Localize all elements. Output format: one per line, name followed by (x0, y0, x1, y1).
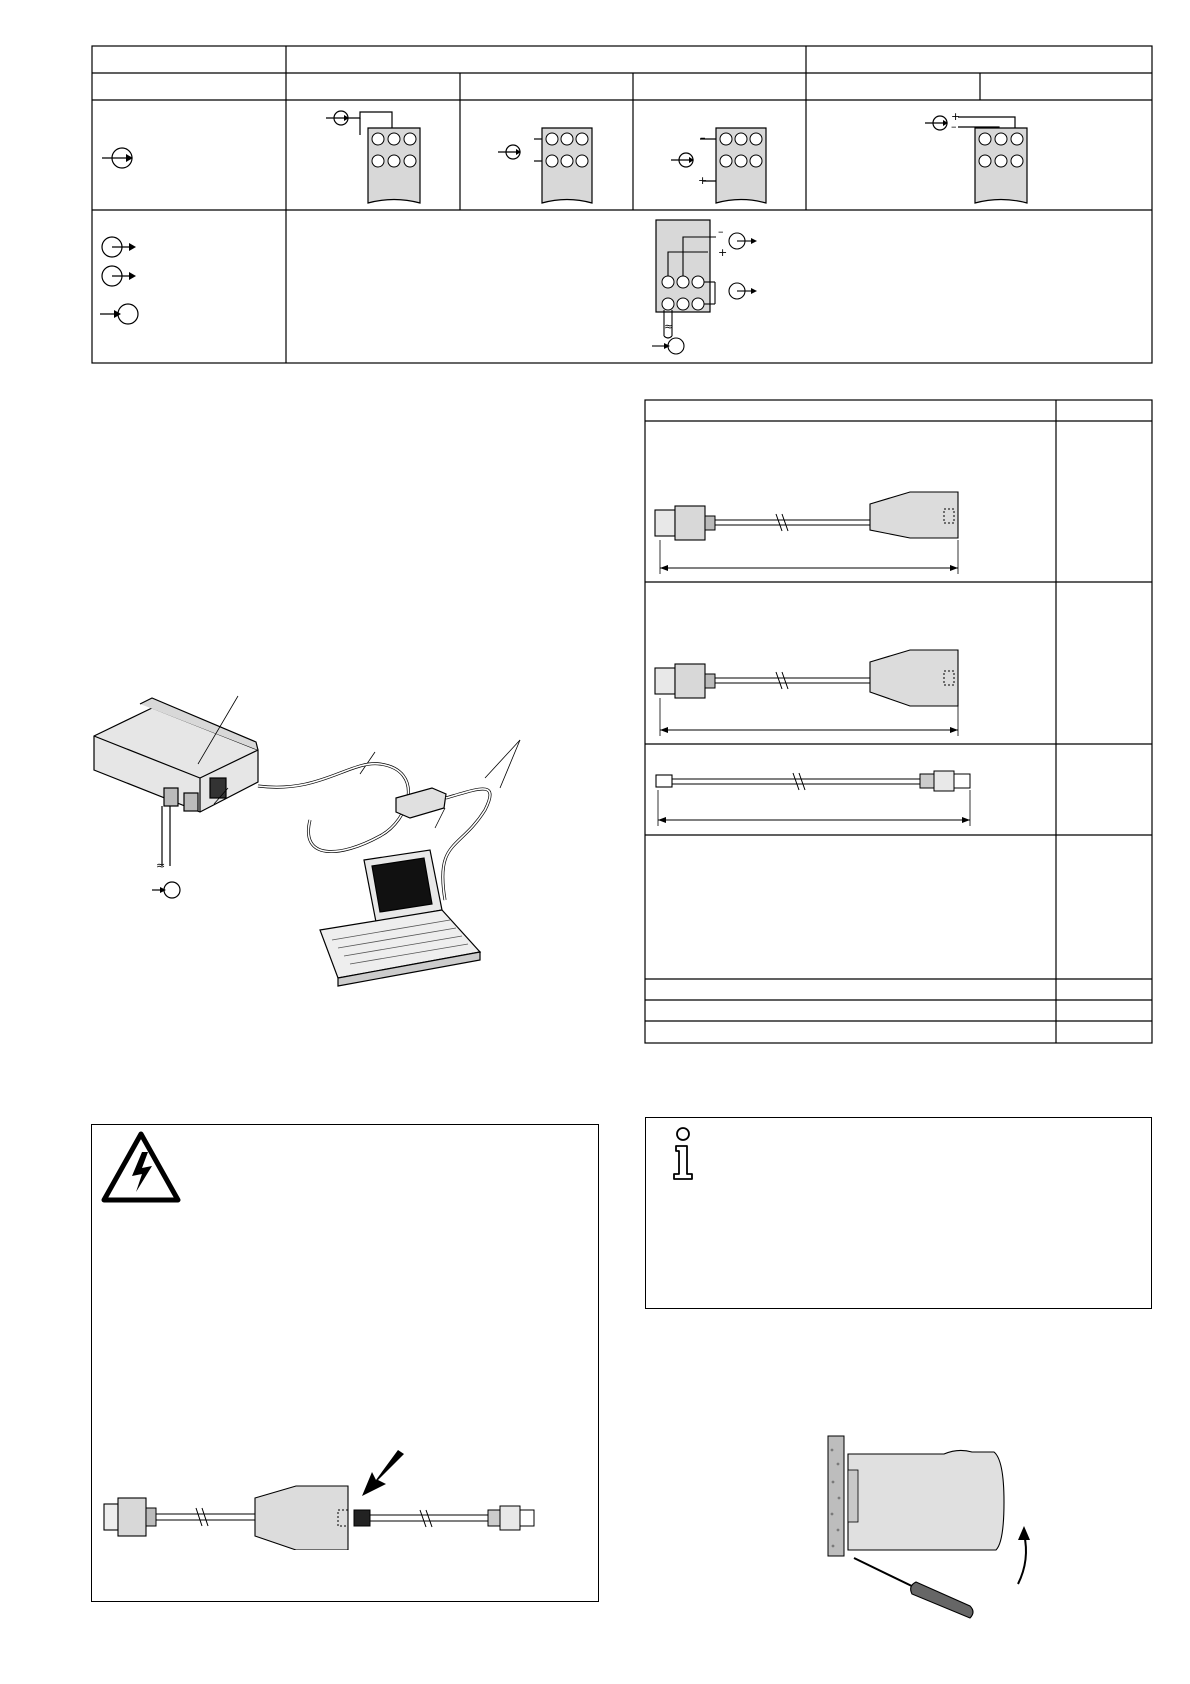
terminal-block-2 (498, 128, 592, 203)
high-voltage-warning-icon (100, 1130, 182, 1204)
wiring-table (0, 0, 1190, 370)
laptop (320, 850, 480, 986)
screwdriver-icon (854, 1558, 973, 1618)
approx-sign: ≈ (156, 859, 166, 872)
terminal-block-1 (326, 111, 420, 203)
cable-rs232-adapter-2 (655, 650, 958, 736)
info-box (645, 1117, 1152, 1309)
minus-sign: – (700, 131, 706, 144)
usb-adapter-figure (100, 1470, 560, 1550)
plus-sign: + (698, 174, 708, 187)
insert-arrow-icon (358, 1450, 408, 1500)
cable-rs232-adapter (655, 492, 958, 574)
isolator-device (94, 698, 258, 812)
minus-sign: – (718, 225, 724, 238)
setup-figure (80, 690, 560, 1050)
minus-sign: – (951, 120, 957, 133)
approx-sign: ≈ (664, 320, 674, 333)
output-current-icon (100, 237, 138, 324)
cable-usb (656, 771, 970, 826)
terminal-block-main (652, 220, 757, 354)
terminal-block-3 (671, 128, 766, 203)
terminal-block-4 (925, 116, 1027, 203)
plus-sign: + (718, 246, 728, 259)
information-icon (668, 1126, 698, 1182)
plus-sign: + (951, 110, 961, 123)
din-rail-removal-figure (820, 1430, 1050, 1620)
